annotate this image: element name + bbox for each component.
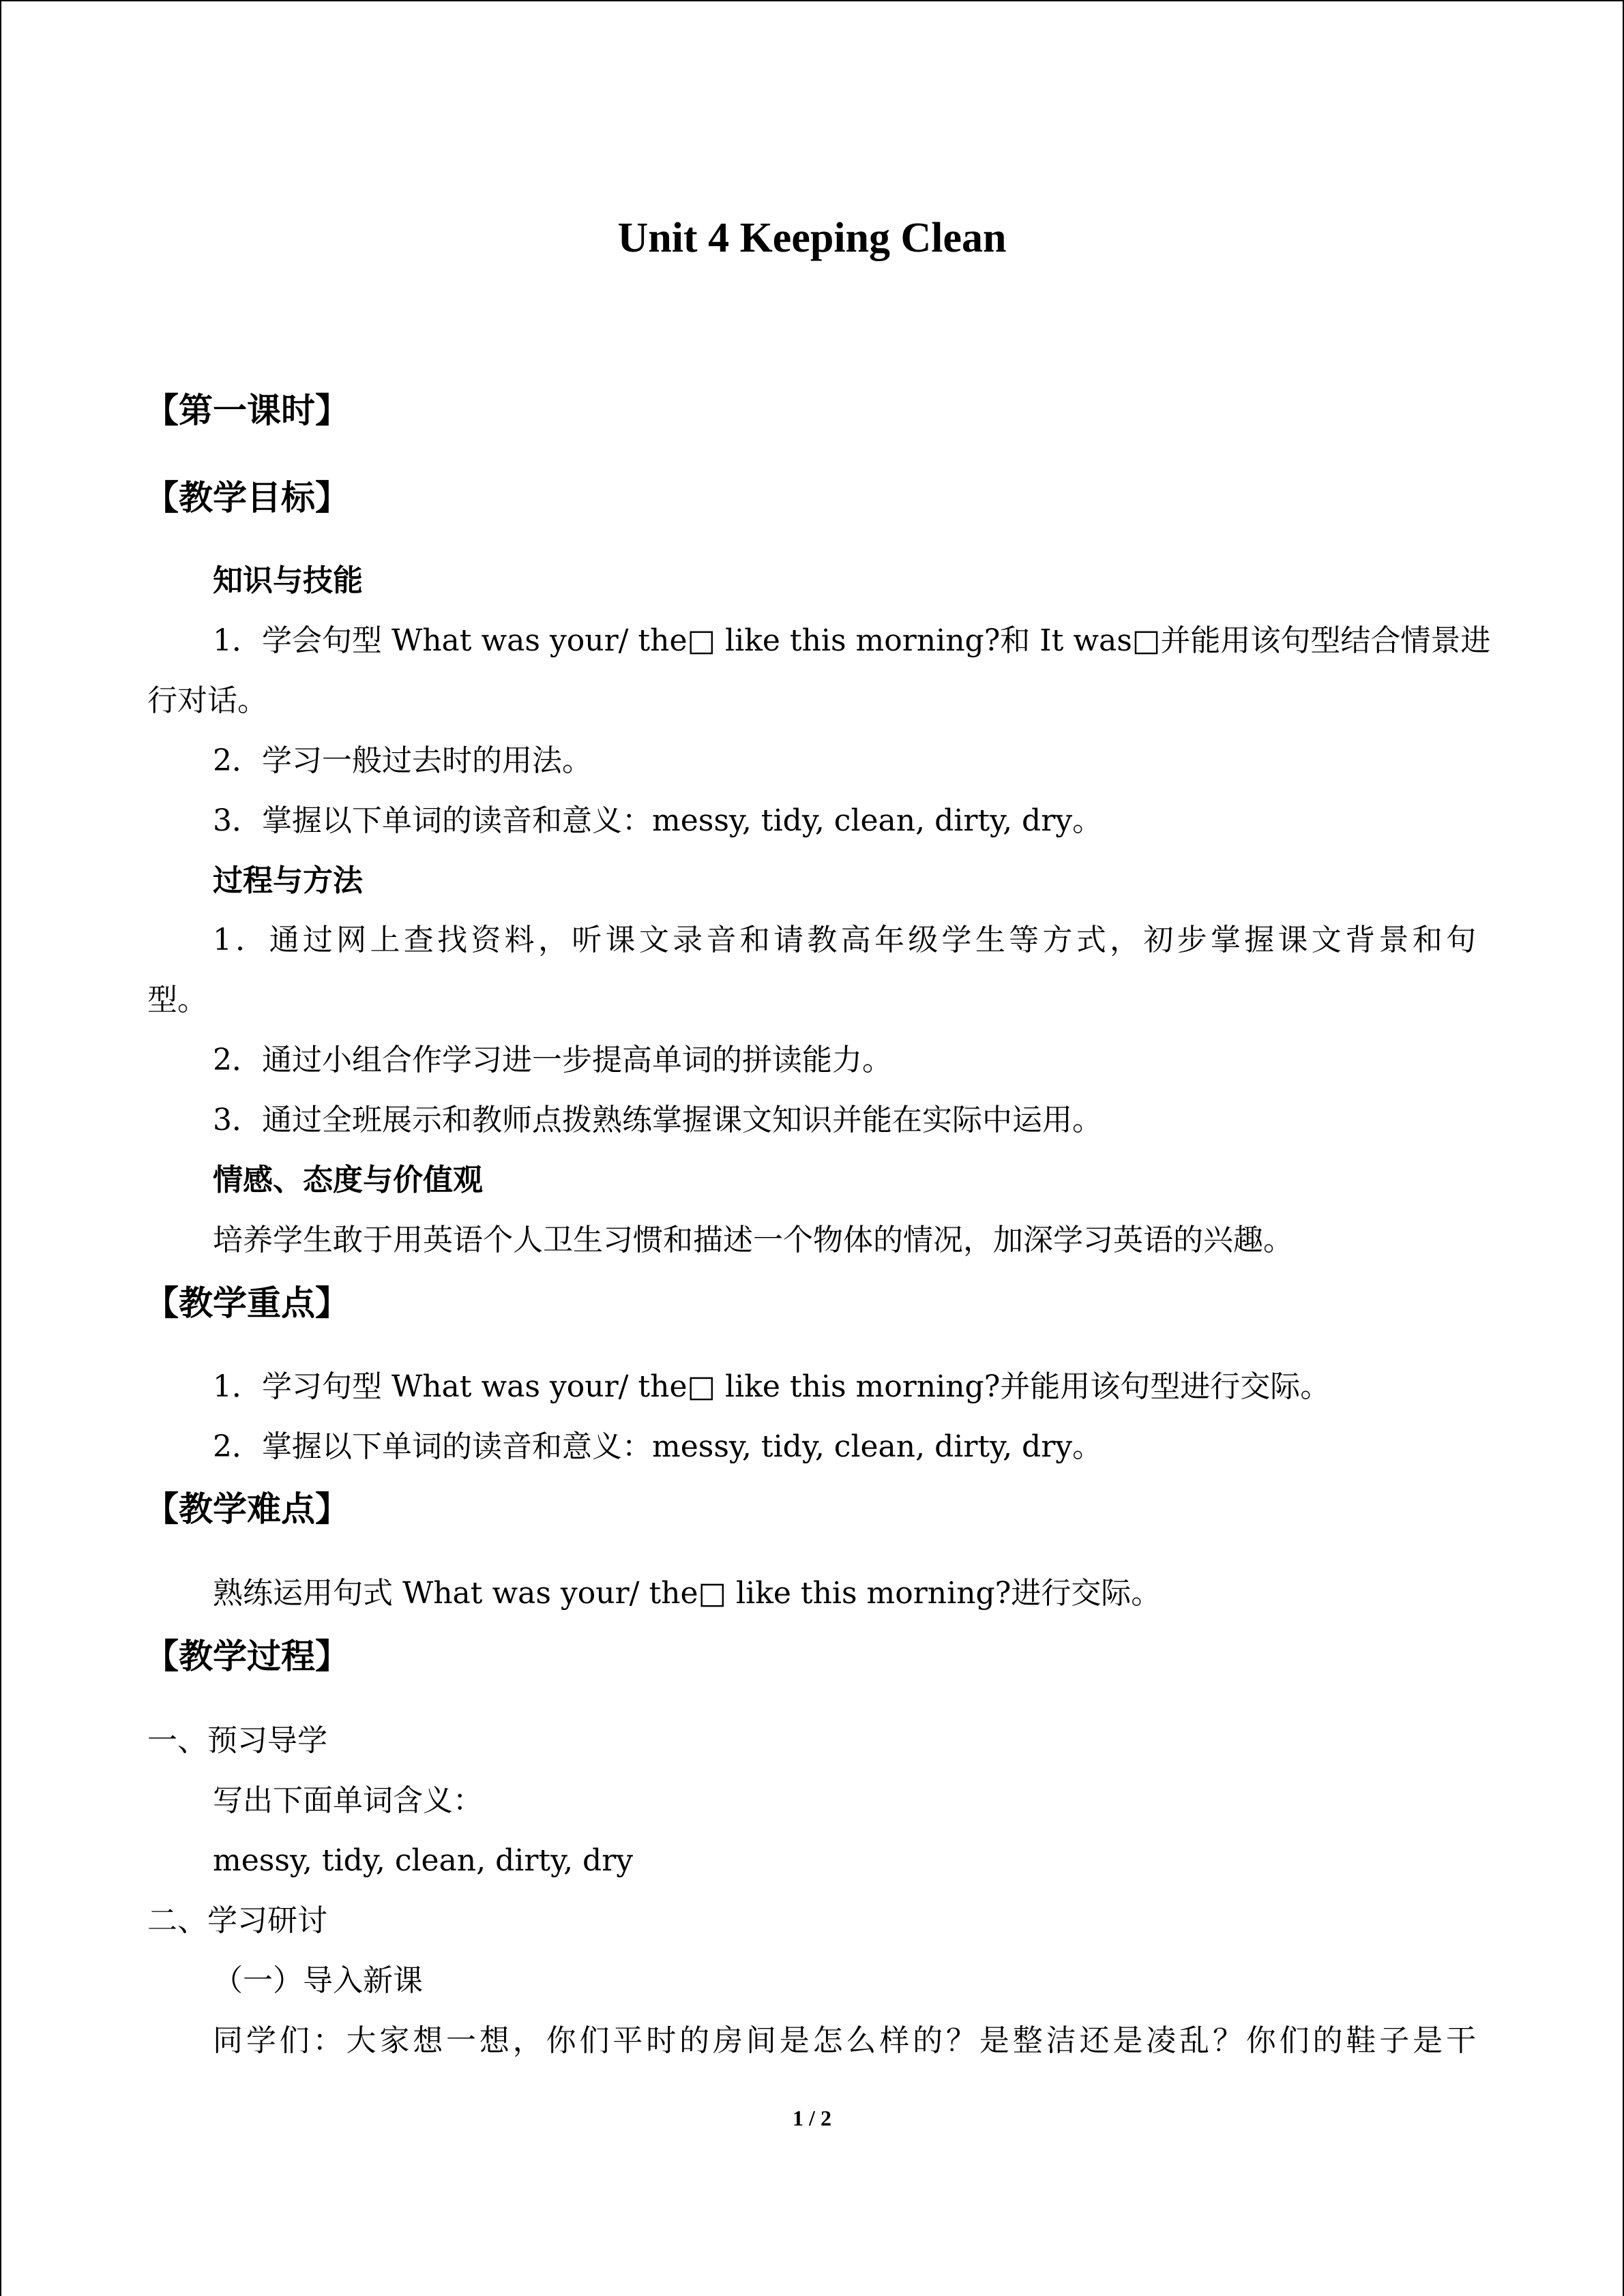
objective-process-3: 3．通过全班展示和教师点拨熟练掌握课文知识并能在实际中运用。 (213, 1103, 1102, 1137)
subheading-process-method: 过程与方法 (213, 863, 363, 898)
section-heading-difficulties: 【教学难点】 (145, 1489, 349, 1529)
process-part-2-sub-1: （一）导入新课 (213, 1963, 423, 1998)
process-part-1-words: messy, tidy, clean, dirty, dry (213, 1843, 634, 1878)
section-heading-lesson: 【第一课时】 (145, 391, 349, 430)
objective-knowledge-2: 2．学习一般过去时的用法。 (213, 743, 592, 778)
page-number: 1 / 2 (793, 2106, 831, 2130)
objective-process-1-line-2: 型。 (147, 983, 207, 1017)
page-left-border (0, 0, 1, 2296)
process-part-2-text: 同学们：大家想一想，你们平时的房间是怎么样的？是整洁还是凌乱？你们的鞋子是干 (213, 2023, 1476, 2058)
process-part-2: 二、学习研讨 (147, 1903, 327, 1938)
objective-knowledge-1-line-1: 1．学会句型 What was your/ the□ like this morning?和 It was□并能用该句型结合情景进 (213, 623, 1491, 658)
page-top-border (0, 0, 1623, 1)
objective-knowledge-1-line-2: 行对话。 (147, 683, 267, 718)
objective-process-2: 2．通过小组合作学习进一步提高单词的拼读能力。 (213, 1043, 892, 1077)
process-part-1: 一、预习导学 (147, 1723, 327, 1758)
section-heading-process: 【教学过程】 (145, 1637, 349, 1676)
subheading-knowledge: 知识与技能 (213, 563, 363, 598)
key-point-2: 2．掌握以下单词的读音和意义：messy, tidy, clean, dirty, dry。 (213, 1429, 1103, 1464)
document-title: Unit 4 Keeping Clean (617, 215, 1007, 261)
objective-attitude-1: 培养学生敢于用英语个人卫生习惯和描述一个物体的情况，加深学习英语的兴趣。 (213, 1223, 1293, 1257)
key-point-1: 1．学习句型 What was your/ the□ like this morning?并能用该句型进行交际。 (213, 1369, 1331, 1404)
objective-process-1-line-1: 1．通过网上查找资料，听课文录音和请教高年级学生等方式，初步掌握课文背景和句 (213, 923, 1476, 957)
subheading-attitude: 情感、态度与价值观 (213, 1163, 483, 1197)
objective-knowledge-3: 3．掌握以下单词的读音和意义：messy, tidy, clean, dirty, dry。 (213, 803, 1103, 838)
process-part-1-task: 写出下面单词含义： (213, 1783, 483, 1818)
section-heading-objectives: 【教学目标】 (145, 478, 349, 518)
section-heading-key-points: 【教学重点】 (145, 1283, 349, 1323)
difficulty-1: 熟练运用句式 What was your/ the□ like this morning?进行交际。 (213, 1576, 1162, 1611)
